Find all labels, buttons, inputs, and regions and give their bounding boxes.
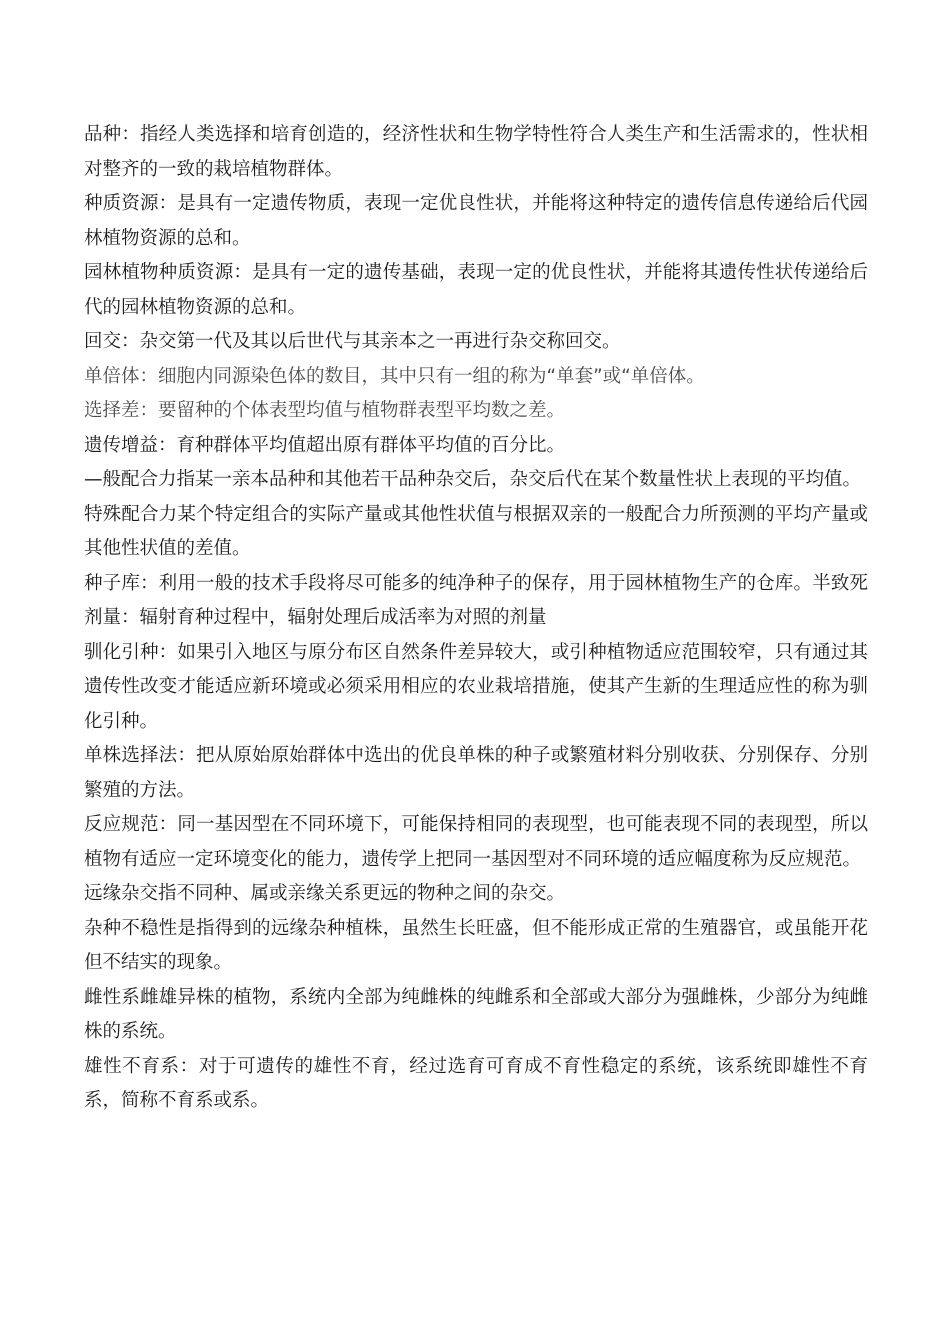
definition-teshu-peiheli: 特殊配合力某个特定组合的实际产量或其他性状值与根据双亲的一般配合力所预测的平均产量或其他性状值的差值。 bbox=[84, 503, 868, 559]
definition-cixingxi: 雌性系雌雄异株的植物，系统内全部为纯雌株的纯雌系和全部或大部分为强雌株，少部分为纯雌株的系统。 bbox=[84, 986, 868, 1042]
document-page bbox=[84, 118, 868, 1119]
definition-yuanlin-zhongzhi-ziyuan: 园林植物种质资源：是具有一定的遗传基础，表现一定的优良性状，并能将其遗传性状传递给后代的园林植物资源的总和。 bbox=[84, 262, 868, 318]
definition-fanying-guifan: 反应规范：同一基因型在不同环境下，可能保持相同的表现型，也可能表现不同的表现型，所以植物有适应一定环境变化的能力，遗传学上把同一基因型对不同环境的适应幅度称为反应规范。 bbox=[84, 814, 868, 870]
definition-xunhua-yinzhong: 驯化引种：如果引入地区与原分布区自然条件差异较大，或引种植物适应范围较窄，只有通过其遗传性改变才能适应新环境或必须采用相应的农业栽培措施，使其产生新的生理适应性的称为驯化引种。 bbox=[84, 641, 868, 732]
definition-xiongxing-buyuxi: 雄性不育系：对于可遗传的雄性不育，经过选育可育成不育性稳定的系统，该系统即雄性不育系，简称不育系或系。 bbox=[84, 1055, 868, 1111]
definition-danzhu-xuanzefa: 单株选择法：把从原始原始群体中选出的优良单株的种子或繁殖材料分别收获、分别保存、分别繁殖的方法。 bbox=[84, 745, 868, 801]
definition-danbeiti: 单倍体：细胞内同源染色体的数目，其中只有一组的称为“单套”或“单倍体。 bbox=[84, 365, 705, 387]
definition-huijiao: 回交：杂交第一代及其以后世代与其亲本之一再进行杂交称回交。 bbox=[84, 331, 621, 352]
definition-xuanzecha: 选择差：要留种的个体表型均值与植物群表型平均数之差。 bbox=[84, 400, 566, 421]
definition-yiban-peiheli: —般配合力指某一亲本品种和其他若干品种杂交后，杂交后代在某个数量性状上表现的平均值。 bbox=[84, 469, 862, 490]
definition-yichuan-zengyi: 遗传增益：育种群体平均值超出原有群体平均值的百分比。 bbox=[84, 434, 566, 456]
definition-pinzhong: 品种：指经人类选择和培育创造的，经济性状和生物学特性符合人类生产和生活需求的，性状相对整齐的一致的栽培植物群体。 bbox=[84, 124, 868, 180]
definition-zhongzhi-ziyuan: 种质资源：是具有一定遗传物质，表现一定优良性状，并能将这种特定的遗传信息传递给后代园林植物资源的总和。 bbox=[84, 193, 868, 249]
definition-yuanyuan-zajiao: 远缘杂交指不同种、属或亲缘关系更远的物种之间的杂交。 bbox=[84, 883, 566, 904]
definition-zhongziku: 种子库：利用一般的技术手段将尽可能多的纯净种子的保存，用于园林植物生产的仓库。半致死剂量：辐射育种过程中，辐射处理后成活率为对照的剂量 bbox=[84, 572, 868, 628]
definition-zazhong-buwenxing: 杂种不稳性是指得到的远缘杂种植株，虽然生长旺盛，但不能形成正常的生殖器官，或虽能开花但不结实的现象。 bbox=[84, 917, 868, 973]
